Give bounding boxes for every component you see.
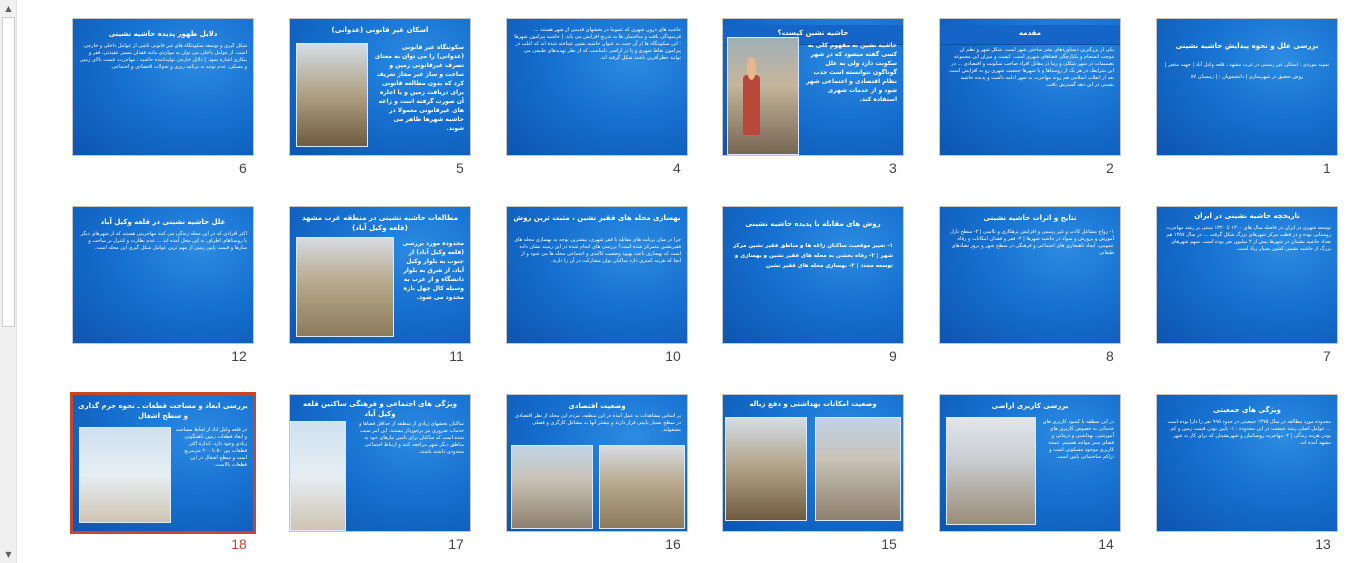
slide-preview[interactable] [289, 394, 471, 532]
scroll-up-icon[interactable]: ▲ [5, 4, 12, 13]
slide-preview[interactable] [1156, 206, 1338, 344]
slide-body-text: در این منطقه با کمبود کاربری های خدماتی به خصوص کاربری های آموزشی، بهداشتی و درمانی و فضای سبز مواجه هستیم. عمده کاربری موجود مسکونی است و تراکم ساختمانی پایین است. [1042, 419, 1114, 460]
slide-number: 12 [231, 348, 247, 364]
vertical-scrollbar[interactable] [0, 0, 17, 563]
slide-preview[interactable] [1156, 394, 1338, 532]
slide-title: بررسی کاربری اراضی [991, 402, 1069, 410]
slide-thumbnail-9[interactable] [667, 188, 897, 368]
slide-number: 6 [239, 160, 247, 176]
slide-preview[interactable] [289, 206, 471, 344]
slide-body-text: محدوده مورد مطالعه در سال ۱۳۷۵ جمعیتی در حدود ۹۹۵ نفر را دارا بوده است ... عوامل اصلی رشد جمعیت در این محدوده : ۱- پایین بودن قیمت زمین و کم بودن هزینه زندگی | ۲- مهاجرت روستاییان و شهرنشینان که برای کار به شهر مشهد آمده اند. [1167, 419, 1331, 446]
slide-preview[interactable] [506, 394, 688, 532]
slide-number: 17 [448, 536, 464, 552]
slide-thumbnail-6[interactable] [17, 0, 247, 180]
slide-number: 15 [881, 536, 897, 552]
slide-title: بررسی ابعاد و مساحت قطعات ـ نحوه جرم گذاری و سطح اشغال [78, 402, 248, 420]
slide-photo [511, 445, 593, 529]
slide-number: 9 [889, 348, 897, 364]
slide-photo [79, 427, 171, 523]
slide-preview[interactable] [506, 18, 688, 156]
slide-photo [296, 43, 368, 147]
slide-grid [17, 0, 1366, 563]
slide-body-text: ۱- رواج مشاغل کاذب و غیر رسمی و افزایش بزهکاری و ناامنی | ۲- سطح نازل آموزش و پرورش و سواد در حاشیه شهرها | ۳- فقر و فقدان امکانات و رفاه عمومی، ایجاد ناهنجاری های اجتماعی و فرهنگی در سطح شهر و بروز تضادهای طبقاتی [950, 229, 1114, 256]
slide-preview[interactable] [722, 18, 904, 156]
slide-thumbnail-13[interactable] [1101, 376, 1331, 556]
scroll-down-icon[interactable]: ▼ [5, 550, 12, 559]
slide-body-text: نمونه موردی : اسکان غیر رسمی در غرب مشهد ـ قلعه وکیل آباد | جهت متغیر | روش تحقیق در شهرسازی | دانشجویان : | زمستان ۸۷ [1164, 62, 1330, 80]
slide-photo [727, 37, 799, 155]
slide-title: علل حاشیه نشینی در قلعه وکیل آباد [100, 218, 226, 226]
scrollbar-thumb[interactable] [2, 17, 15, 327]
slide-thumbnail-18[interactable] [17, 376, 248, 556]
slide-body-text: ساکنان بخشهای زیادی از منطقه از حداقل فضاها و خدمات ضروری نیز برخوردار نیستند. این امر سبب شده است که ساکنان برای تامین نیازهای خود به مناطق دیگر شهر مراجعه کنند و ارتباط اجتماعی محدودی داشته باشند. [358, 421, 464, 455]
slide-number: 3 [889, 160, 897, 176]
slide-number: 4 [673, 160, 681, 176]
slide-number: 13 [1315, 536, 1331, 552]
slide-thumbnail-1[interactable] [1101, 0, 1331, 180]
slide-body-text: شکل گیری و توسعه سکونتگاه های غیر قانونی ناشی از عوامل داخلی و خارجی است. از عوامل داخلی می توان به مواردی مانند فقدان مسیر عقیدتی، فقر و بیکاری اشاره نمود. | دلایل خارجی تولیدکننده حاشیه : مهاجرت، قیمت بالای زمین و مسکن، عدم توجه به برنامه ریزی و تحولات اقتصادی و اجتماعی. [79, 43, 247, 70]
slide-title: وضعیت اقتصادی [568, 402, 626, 410]
slide-body-text: یکی از بزرگترین دستاوردهای بشر ساختن شهر است. شکل شهر و نظم آن موجب انسجام و یکپارچگی فضاهای شهری است. کیفیت و میزان این مجموعه تصمیمات در شهر شکلی و زیبا در مقابل افراد صاحب سکونت و اقتصادی ... در این شرایط، در هر یک از روستاها و یا شهرها جمعیت شهری رو به افزایش است. بعد از انقلاب اسلامی هم روند مهاجرت به شهر ادامه داشت و پدیده حاشیه نشینی در این دهه گسترش یافت. [948, 47, 1114, 88]
slide-photo [725, 417, 807, 521]
slide-body-text: چرا در میان برنامه های مقابله با فقر شهری، بیشترین توجه به بهسازی محله های فقیرنشین متمرکز شده است؟ بررسی های انجام شده در این زمینه نشان داده است که بهسازی باعث بهبود وضعیت کالبدی و اجتماعی محله ها می شود و از آنجا که هزینه کمتری دارد ساکنان توان مشارکت در آن را دارند. [514, 237, 681, 264]
slide-title: حاشیه نشین کیست؟ [777, 29, 849, 37]
slide-thumbnail-15[interactable] [667, 376, 897, 556]
slide-title: مطالعات حاشیه نشینی در منطقه غرب مشهد (قلعه وکیل آباد) [301, 214, 459, 232]
slide-preview[interactable] [289, 18, 471, 156]
slide-preview[interactable] [1156, 18, 1338, 156]
slide-body-text: محدوده مورد بررسی (قلعه وکیل آباد) از جنوب به بلوار وکیل آباد، از شرق به بلوار دانشگاه و از غرب به وسیله کال چهل بازه محدود می شود. [402, 240, 464, 301]
slide-preview[interactable] [506, 206, 688, 344]
slide-number: 14 [1098, 536, 1114, 552]
slide-preview[interactable] [939, 206, 1121, 344]
slide-number: 11 [449, 348, 464, 364]
slide-number: 2 [1106, 160, 1114, 176]
slide-thumbnail-16[interactable] [451, 376, 681, 556]
slide-title: مقدمه [1019, 29, 1041, 37]
slide-title: ویژگی های اجتماعی و فرهنگی ساکنین قلعه وکیل آباد [303, 400, 457, 418]
slide-photo [290, 421, 346, 531]
slide-thumbnail-14[interactable] [884, 376, 1114, 556]
slide-thumbnail-17[interactable] [234, 376, 464, 556]
slide-title: ویژگی های جمعیتی [1213, 406, 1281, 414]
slide-title: روش های مقابله با پدیده حاشیه نشینی [745, 220, 881, 228]
slide-body-text: حاشیه های درون شهری که عموما در بخشهای قدیمی از شهر هستند ... فرسودگی بافت و ساختمان ها به تدریج افزایش می یابد. | حاشیه پیرامون شهرها : این سکونتگاه ها از آن حیث به عنوان حاشیه نشین شناخته شده اند که اغلب در پیرامون نقاط شهری و یا در اراضی نامناسب که از نظر تهدیدهای طبیعی می توانند خطرآفرین باشند شکل گرفته اند. [514, 27, 681, 61]
slide-photo [296, 237, 394, 337]
slide-row [17, 188, 1366, 368]
slide-thumbnail-3[interactable] [667, 0, 897, 180]
slide-title: نتایج و اثرات حاشیه نشینی [983, 214, 1077, 222]
slide-preview[interactable] [70, 392, 256, 534]
slide-number: 8 [1106, 348, 1114, 364]
slide-title: وضعیت امکانات بهداشتی و دفع زباله [749, 400, 877, 408]
slide-body-text: سکونتگاه غیر قانونی (عدوانی) را می توان به معنای تصرف غیرقانونی زمین و ساخت و ساز غیر مجاز تعریف کرد که بدون مطالعه قانونی برای دریافت زمین و یا اجاره آن صورت گرفته است و زاغه های غیرقانونی معمولا در حاشیه شهرها ظاهر می شوند. [374, 44, 464, 132]
slide-number: 16 [665, 536, 681, 552]
slide-number: 1 [1323, 160, 1331, 176]
slide-thumbnail-12[interactable] [17, 188, 247, 368]
slide-preview[interactable] [939, 18, 1121, 156]
slide-title: بهسازی محله های فقیر نشین ، مثبت ترین روش [513, 214, 681, 222]
slide-title: تاریخچه حاشیه نشینی در ایران [1194, 212, 1300, 220]
slide-body-text: بر اساس مشاهدات به عمل آمده در این منطقه، مردم این محله از نظر اقتصادی در سطح بسیار پایینی قرار دارند و بیشتر آنها به مشاغل کارگری و فصلی مشغولند. [515, 413, 681, 433]
slide-thumbnail-5[interactable] [234, 0, 464, 180]
slide-preview[interactable] [939, 394, 1121, 532]
slide-number: 7 [1323, 348, 1331, 364]
slide-number: 10 [665, 348, 681, 364]
slide-body-text: حاشیه نشین به مفهوم کلی به کسی گفته میشود که در شهر سکونت دارد ولی به علل گوناگون نتوانسته است جذب نظام اقتصادی و اجتماعی شهر شود و از خدمات شهری استفاده کند. [806, 42, 897, 103]
slide-thumbnail-7[interactable] [1101, 188, 1331, 368]
slide-body-text: در قلعه وکیل آباد از لحاظ مساحت و ابعاد قطعات زمین ناهمگونی زیادی وجود دارد. اندازه اکثر قطعات بین ۵۰ تا ۲۰۰ مترمربع است و سطح اشغال در این قطعات بالاست. [175, 427, 247, 468]
slide-photo [599, 445, 685, 529]
slide-body-text: اکثر افرادی که در این محله زندگی می کنند مهاجرینی هستند که از شهرهای دیگر یا روستاهای اطراف به این محل آمده اند ... عدم نظارت و کنترل بر ساخت و سازها و قیمت پایین زمین از مهم ترین عوامل شکل گیری این محله است. [80, 231, 247, 251]
slide-preview[interactable] [722, 206, 904, 344]
slide-preview[interactable] [722, 394, 904, 532]
slide-thumbnail-10[interactable] [451, 188, 681, 368]
slide-thumbnail-4[interactable] [451, 0, 681, 180]
slide-body-text: ۱- تغییر موقعیت ساکنان زاغه ها و مناطق فقیر نشین مرکز شهر | ۲- رفاه بخشی به محله های فقیر نشین و بهسازی و توسعه مجدد | ۳- بهسازی محله های فقیر نشین [733, 243, 893, 269]
slide-body-text: توسعه شهری در ایران در فاصله سال های ۱۳۰۰ تا ۱۳۲۰ مبتنی بر رشد مهاجرت روستایی بوده و در قطب مرکز شهرهای بزرگ شکل گرفت ... در سال ۱۳۵۷ هم تعداد حاشیه نشینان در شهرها بیش از ۲ میلیون نفر بوده است. سهم شهرهای بزرگ از حاشیه نشینی کشور بسیار زیاد است. [1166, 225, 1331, 252]
slide-photo [946, 417, 1036, 525]
slide-preview[interactable] [72, 18, 254, 156]
slide-thumbnail-8[interactable] [884, 188, 1114, 368]
slide-thumbnail-11[interactable] [234, 188, 464, 368]
slide-title: بررسی علل و نحوه پیدایش حاشیه نشینی [1175, 42, 1319, 50]
slide-number: 5 [456, 160, 464, 176]
slide-row [17, 0, 1366, 180]
slide-thumbnail-2[interactable] [884, 0, 1114, 180]
slide-title: دلایل ظهور پدیده حاشیه نشینی [108, 30, 218, 38]
slide-preview[interactable] [72, 206, 254, 344]
slide-title: اسکان غیر قانونی (عدوانی) [331, 26, 429, 34]
slide-number: 18 [231, 536, 247, 552]
slide-photo [815, 417, 901, 521]
slide-row [17, 376, 1366, 556]
